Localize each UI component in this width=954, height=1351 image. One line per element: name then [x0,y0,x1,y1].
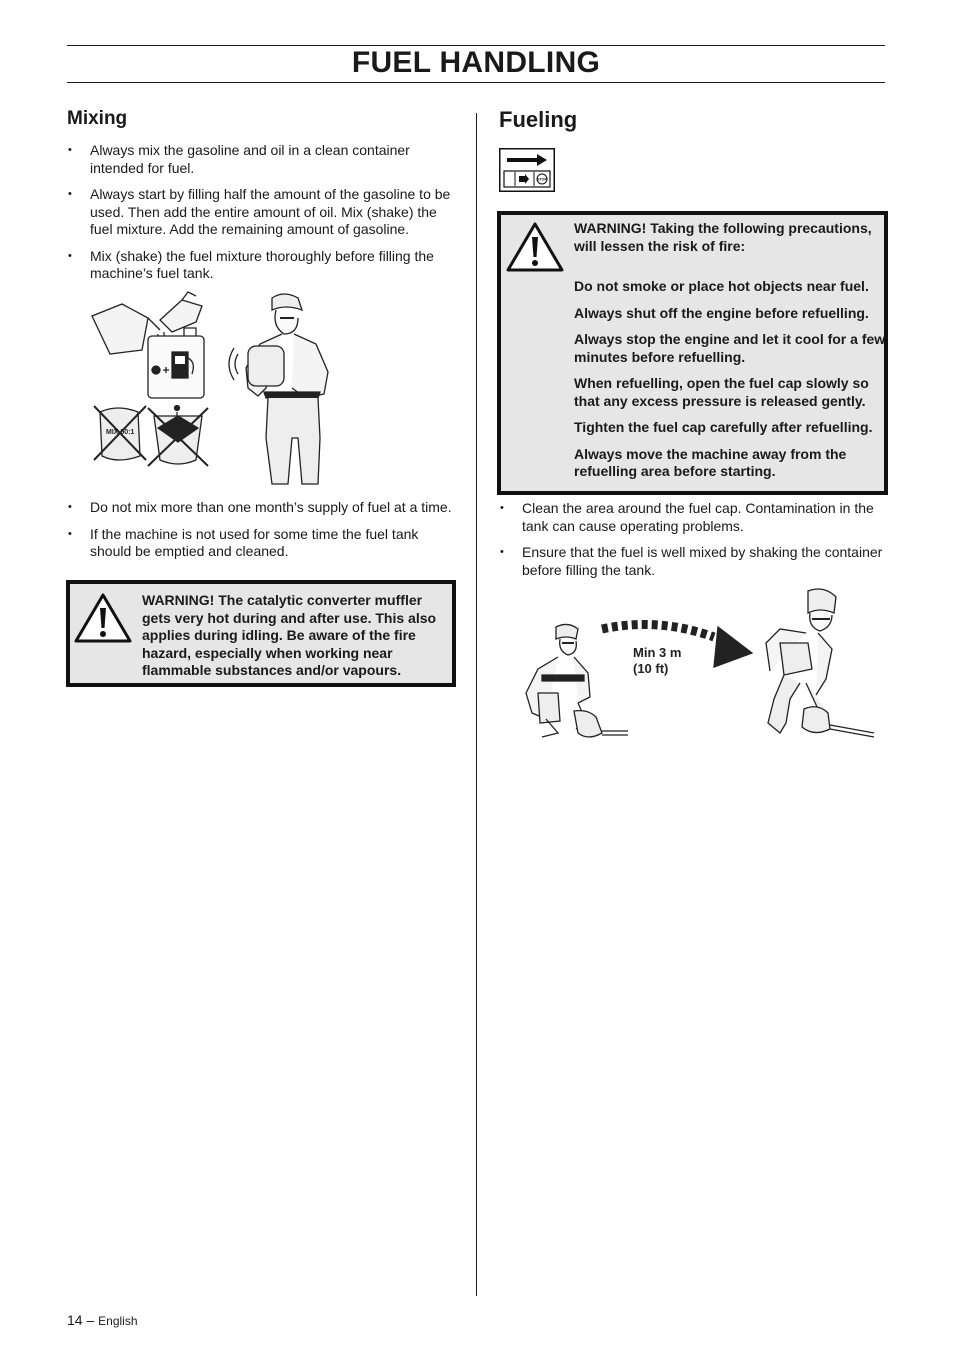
warning-triangle-icon [505,221,565,273]
warning-item: Always stop the engine and let it cool for a few minutes before refuelling. [574,331,886,365]
mixing-heading: Mixing [67,108,128,129]
list-item: • Ensure that the fuel is well mixed by shaking the container before filling the tank. [499,544,885,579]
fueling-heading: Fueling [499,107,578,132]
muffler-warning-box [66,580,456,687]
fire-risk-warning-box [497,211,888,495]
warning-item: Tighten the fuel cap carefully after refuelling. [574,419,873,435]
fueling-list [499,500,885,588]
distance-label-line1: Min 3 m [633,645,682,660]
header-rule-bottom [67,82,885,83]
list-item: • Always mix the gasoline and oil in a clean container intended for fuel. [67,142,457,177]
page-title: FUEL HANDLING [351,46,601,79]
list-item: • Do not mix more than one month’s supply of fuel at a time. [67,499,457,517]
warning-triangle-icon [73,592,133,644]
warning-item: Always move the machine away from the refuelling area before starting. [574,445,847,479]
warning-intro: WARNING! Taking the following precautions, will lessen the risk of fire: [574,220,872,254]
muffler-warning-text: WARNING! The catalytic converter muffler gets very hot during and after use. This also applies during idling. Be aware of the fire hazard, especially when working near flammable substances and/or vapours. [142,592,437,678]
list-item: • Mix (shake) the fuel mixture thoroughly before filling the machine’s fuel tank. [67,248,457,283]
page-language: English [98,1314,138,1328]
page-footer [67,1312,138,1328]
distance-label-line2: (10 ft) [633,661,669,676]
mixing-list-bottom [67,499,457,570]
stop-engine-icon [499,148,555,192]
stop-label: STOP [537,177,547,182]
page-number: 14 – [67,1312,95,1328]
warning-item: Always shut off the engine before refuelling. [574,304,869,321]
list-item: • Clean the area around the fuel cap. Contamination in the tank can cause operating problems. [499,500,885,535]
can-label: MIX 50:1 [106,429,135,436]
warning-item: Do not smoke or place hot objects near fuel. [574,278,869,294]
column-divider [476,113,477,1296]
list-item: • If the machine is not used for some time the fuel tank should be emptied and cleaned. [67,526,457,561]
warning-item: When refuelling, open the fuel cap slowly so that any excess pressure is released gently. [574,375,869,409]
fuel-mixing-illustration [88,288,348,488]
list-item: • Always start by filling half the amount of the gasoline to be used. Then add the entire amount of oil. Mix (shake) the fuel mixture. Add the remaining amount of gasoline. [67,186,457,239]
refuel-distance-illustration [518,583,878,743]
mixing-list-top [67,142,457,292]
